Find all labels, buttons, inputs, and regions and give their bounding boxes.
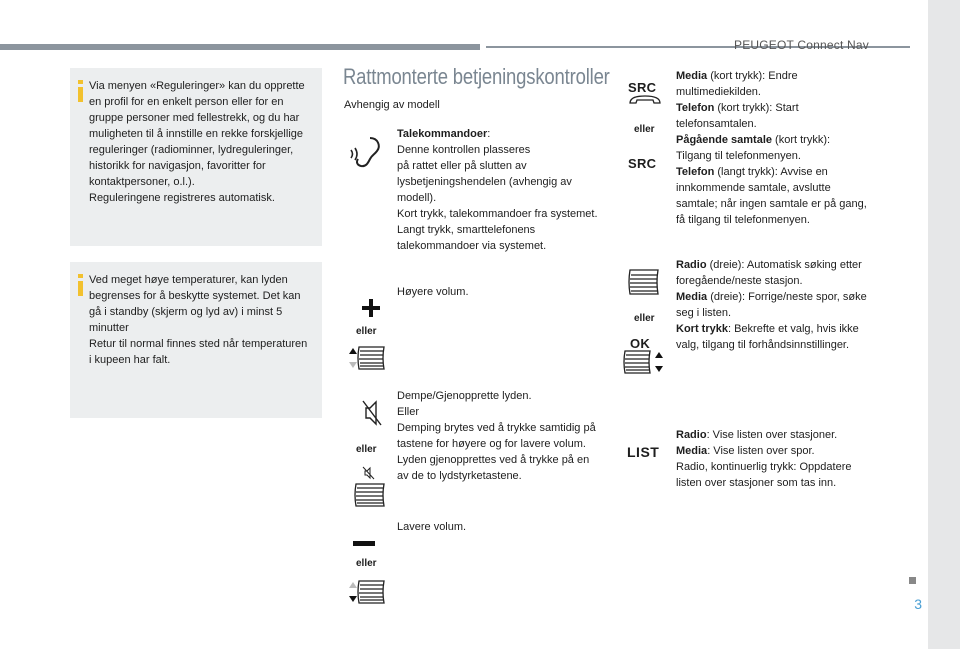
ok-label: OK bbox=[630, 336, 651, 351]
desc-line bbox=[676, 321, 868, 353]
desc-bold: Media bbox=[676, 291, 708, 303]
src-label: SRC bbox=[628, 80, 657, 95]
desc-rest: (kort trykk): Start telefonsamtalen. bbox=[676, 102, 799, 130]
volume-down-minus-icon bbox=[353, 541, 375, 547]
note-text: Via menyen «Reguleringer» kan du opprette en profil for en enkelt person eller for en gruppe personer med fellestrekk, og du har muligheten til å innstille en rekke forskjellige reguleringer (radiominner, lydreguleringer, historikk for navigasjon, favoritter for kontaktpersoner, o.l.). Reguleringene registreres automatisk. bbox=[89, 80, 305, 204]
volume-wheel-icon bbox=[352, 482, 386, 508]
or-label: eller bbox=[356, 326, 377, 337]
desc-bold: Radio bbox=[676, 259, 707, 271]
control-text: Denne kontrollen plasseres på rattet eller på slutten av lysbetjeningshendelen (avhengig av modell). Kort trykk, talekommandoer fra systemet. Langt trykk, smarttelefonens talekommandoer via systemet. bbox=[397, 144, 598, 252]
scroll-wheel-icon bbox=[626, 268, 660, 296]
voice-command-icon bbox=[348, 134, 384, 170]
control-description-volume-up bbox=[397, 284, 603, 300]
desc-rest: (langt trykk): Avvise en innkommende samtale, avslutte samtale; når ingen samtale er på gang, få tilgang til telefonmenyen. bbox=[676, 166, 867, 226]
desc-bold: Media bbox=[676, 70, 708, 82]
control-description-list bbox=[676, 427, 868, 491]
mute-small-icon bbox=[362, 466, 376, 480]
desc-line bbox=[676, 132, 868, 164]
or-label: eller bbox=[634, 124, 655, 135]
control-description-src bbox=[676, 68, 868, 228]
or-label: eller bbox=[356, 558, 377, 569]
control-text: Lavere volum. bbox=[397, 521, 467, 533]
or-label: eller bbox=[356, 444, 377, 455]
desc-line bbox=[676, 289, 868, 321]
info-note bbox=[70, 68, 322, 246]
desc-rest: (kort trykk): Endre multimediekilden. bbox=[676, 70, 798, 98]
mute-icon bbox=[360, 398, 384, 428]
desc-line bbox=[676, 257, 868, 289]
info-note bbox=[70, 262, 322, 418]
control-title: Talekommandoer bbox=[397, 128, 488, 140]
desc-line bbox=[676, 68, 868, 100]
page-edge-strip bbox=[928, 0, 960, 649]
desc-line bbox=[676, 459, 868, 491]
volume-wheel-down-icon bbox=[346, 578, 386, 606]
info-icon bbox=[78, 80, 83, 102]
desc-bold: Kort trykk bbox=[676, 323, 728, 335]
volume-up-plus-icon bbox=[361, 298, 381, 318]
control-description-wheel bbox=[676, 257, 868, 353]
desc-line bbox=[676, 164, 868, 228]
desc-bold: Media bbox=[676, 445, 708, 457]
desc-bold: Telefon bbox=[676, 102, 715, 114]
desc-rest: Radio, kontinuerlig trykk: Oppdatere listen over stasjoner som tas inn. bbox=[676, 461, 852, 489]
desc-line bbox=[676, 100, 868, 132]
desc-rest: (kort trykk): Tilgang til telefonmenyen. bbox=[676, 134, 831, 162]
desc-rest: : Vise listen over stasjoner. bbox=[706, 429, 838, 441]
desc-bold: Pågående samtale bbox=[676, 134, 772, 146]
header-rule bbox=[0, 44, 480, 50]
src-label: SRC bbox=[628, 156, 657, 171]
title-suffix: : bbox=[487, 128, 491, 140]
desc-rest: (dreie): Forrige/neste spor, søke seg i listen. bbox=[676, 291, 867, 319]
ok-wheel-icon bbox=[622, 348, 666, 376]
desc-line bbox=[676, 427, 868, 443]
desc-rest: (dreie): Automatisk søking etter foregående/neste stasjon. bbox=[676, 259, 862, 287]
header-title: PEUGEOT Connect Nav bbox=[734, 38, 869, 52]
or-label: eller bbox=[634, 313, 655, 324]
continued-marker bbox=[909, 577, 916, 584]
desc-rest: : Vise listen over spor. bbox=[707, 445, 815, 457]
desc-rest: : Bekrefte et valg, hvis ikke valg, tilgang til forhåndsinnstillinger. bbox=[676, 323, 859, 351]
control-text: Høyere volum. bbox=[397, 286, 469, 298]
desc-line bbox=[676, 443, 868, 459]
control-description-voice bbox=[397, 126, 603, 254]
volume-wheel-up-icon bbox=[346, 344, 386, 372]
page-number: 3 bbox=[914, 596, 922, 612]
control-text: Dempe/Gjenopprette lyden. Eller Demping brytes ved å trykke samtidig på tastene for høyere og for lavere volum. Lyden gjenopprettes ved å trykke på en av de to lydstyrketastene. bbox=[397, 390, 596, 482]
list-label: LIST bbox=[627, 444, 660, 460]
desc-bold: Telefon bbox=[676, 166, 715, 178]
control-description-volume-down bbox=[397, 519, 603, 535]
section-subtitle: Avhengig av modell bbox=[344, 99, 440, 111]
info-icon bbox=[78, 274, 83, 296]
src-phone-icon bbox=[628, 95, 662, 105]
control-description-mute bbox=[397, 388, 603, 484]
desc-bold: Radio bbox=[676, 429, 707, 441]
note-text: Ved meget høye temperaturer, kan lyden begrenses for å beskytte systemet. Det kan gå i standby (skjerm og lyd av) i minst 5 minutter Retur til normal finnes sted når temperaturen i kupeen har falt. bbox=[89, 274, 308, 366]
section-title: Rattmonterte betjeningskontroller bbox=[343, 64, 610, 89]
